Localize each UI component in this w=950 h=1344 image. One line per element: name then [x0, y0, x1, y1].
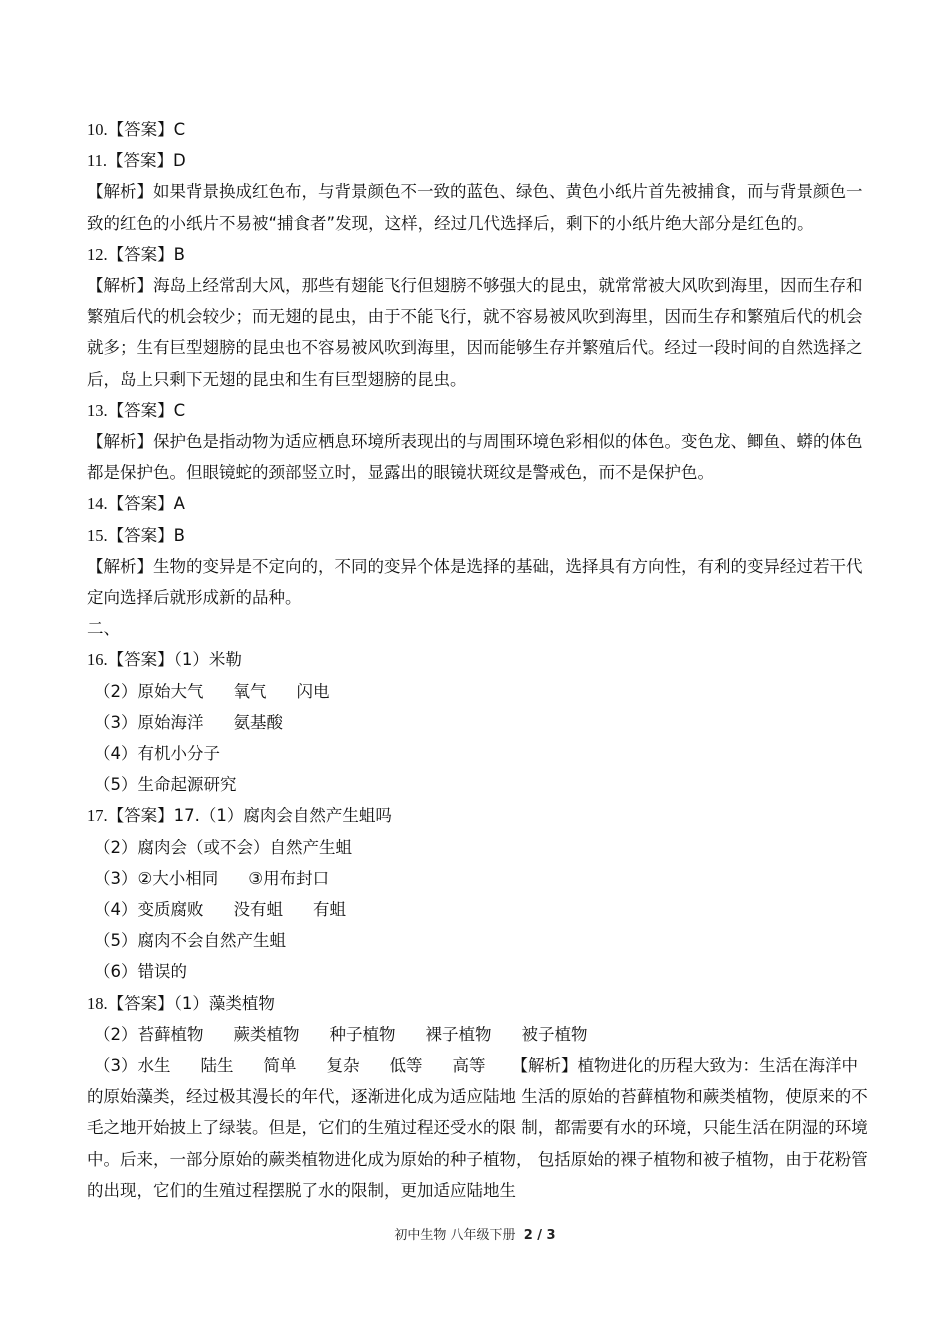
- text-line: [87, 617, 877, 641]
- answer-part: 有蛆: [313, 900, 346, 919]
- answer-tag: 【答案】: [107, 151, 174, 170]
- line-text: （1）米勒: [173, 650, 242, 669]
- answer-part: 低等: [389, 1056, 423, 1075]
- line-text: 定向选择后就形成新的品种。: [87, 588, 302, 607]
- line-text: （6）错误的: [94, 962, 187, 981]
- answer-tag: 【答案】: [107, 245, 174, 264]
- line-text: 保护色是指动物为适应栖息环境所表现出的与周围环境色彩相似的体色。变色龙、鲫鱼、蟒的体色: [153, 432, 863, 451]
- answer-tag: 【答案】: [107, 120, 174, 139]
- answer-part: （3）②大小相同: [94, 869, 219, 888]
- text-line: [87, 118, 877, 142]
- answer-part: 简单: [263, 1056, 297, 1075]
- text-line: [87, 1179, 877, 1203]
- text-line: [87, 648, 877, 672]
- text-line: [94, 929, 884, 953]
- text-line: [87, 274, 877, 298]
- text-line: [87, 180, 877, 204]
- line-text: 如果背景换成红色布，与背景颜色不一致的蓝色、绿色、黄色小纸片首先被捕食，而与背景颜色一: [153, 182, 863, 201]
- text-line: [87, 368, 877, 392]
- line-text: （4）有机小分子: [94, 744, 220, 763]
- text-line: [87, 212, 877, 236]
- text-line: [87, 492, 877, 516]
- answer-part: 氧气: [233, 682, 267, 701]
- answer-part: ③用布封口: [248, 869, 330, 888]
- text-line: [94, 1054, 884, 1078]
- footer-subject: 初中生物 八年级下册: [394, 1228, 516, 1243]
- line-text: （5）腐肉不会自然产生蛆: [94, 931, 286, 950]
- answer-part: 陆生: [200, 1056, 234, 1075]
- text-line: [94, 960, 884, 984]
- line-text: 后，岛上只剩下无翅的昆虫和生有巨型翅膀的昆虫。: [87, 370, 467, 389]
- line-text: C: [173, 120, 186, 139]
- line-text: 毛之地开始披上了绿装。但是，它们的生殖过程还受水的限 制，都需要有水的环境，只能生活在阴湿的环境: [87, 1118, 868, 1137]
- line-text: 17.（1）腐肉会自然产生蛆吗: [173, 806, 392, 825]
- answer-tag: 【解析】: [87, 557, 153, 576]
- answer-part: 高等: [452, 1056, 486, 1075]
- text-line: [94, 898, 884, 922]
- text-line: [94, 1023, 884, 1047]
- text-line: [87, 305, 877, 329]
- answer-part: 被子植物: [521, 1025, 588, 1044]
- line-text: 的原始藻类，经过极其漫长的年代，逐渐进化成为适应陆地 生活的原始的苔藓植物和蕨类植物，使原来的不: [87, 1087, 868, 1106]
- text-line: [87, 804, 877, 828]
- line-text: B: [173, 245, 185, 264]
- line-text: B: [173, 526, 185, 545]
- line-text: 中。后来，一部分原始的蕨类植物进化成为原始的种子植物， 包括原始的裸子植物和被子植物，由于花粉管: [87, 1150, 868, 1169]
- line-text: 植物进化的历程大致为：生活在海洋中: [577, 1056, 858, 1075]
- line-text: 二、: [87, 619, 120, 638]
- answer-part: 裸子植物: [425, 1025, 492, 1044]
- line-text: C: [173, 401, 186, 420]
- text-line: [87, 461, 877, 485]
- text-line: [87, 524, 877, 548]
- line-text: D: [173, 151, 186, 170]
- text-line: [87, 430, 877, 454]
- question-number: 13.: [87, 401, 108, 420]
- line-text: 致的红色的小纸片不易被“捕食者”发现，这样，经过几代选择后，剩下的小纸片绝大部分是红色的。: [87, 214, 814, 233]
- line-text: A: [173, 494, 185, 513]
- line-text: 繁殖后代的机会较少；而无翅的昆虫，由于不能飞行，就不容易被风吹到海里，因而生存和繁殖后代的机会: [87, 307, 863, 326]
- line-text: （1）藻类植物: [173, 994, 275, 1013]
- line-text: （5）生命起源研究: [94, 775, 237, 794]
- text-line: [94, 773, 884, 797]
- text-line: [94, 836, 884, 860]
- text-line: [87, 1085, 877, 1109]
- answer-part: 蕨类植物: [233, 1025, 300, 1044]
- text-line: [94, 680, 884, 704]
- text-line: [87, 399, 877, 423]
- text-line: [94, 867, 884, 891]
- answer-part: 氨基酸: [233, 713, 283, 732]
- question-number: 17.: [87, 806, 108, 825]
- question-number: 10.: [87, 120, 108, 139]
- answer-part: 复杂: [326, 1056, 360, 1075]
- answer-part: 种子植物: [329, 1025, 396, 1044]
- answer-tag: 【解析】: [87, 432, 153, 451]
- text-line: [87, 243, 877, 267]
- question-number: 15.: [87, 526, 108, 545]
- line-text: 海岛上经常刮大风，那些有翅能飞行但翅膀不够强大的昆虫，就常常被大风吹到海里，因而生存和: [153, 276, 863, 295]
- question-number: 18.: [87, 994, 108, 1013]
- answer-tag: 【答案】: [107, 526, 174, 545]
- text-line: [94, 711, 884, 735]
- answer-part: 闪电: [296, 682, 330, 701]
- answer-part: （2）原始大气: [94, 682, 204, 701]
- answer-part: （3）水生: [94, 1056, 171, 1075]
- page-number: 2 / 3: [523, 1228, 556, 1243]
- answer-tag: 【解析】: [87, 182, 153, 201]
- text-line: [87, 992, 877, 1016]
- page-footer: [0, 1227, 950, 1245]
- answer-part: （2）苔藓植物: [94, 1025, 204, 1044]
- line-text: 就多；生有巨型翅膀的昆虫也不容易被风吹到海里，因而能够生存并繁殖后代。经过一段时间的自然选择之: [87, 338, 863, 357]
- analysis-tag: 【解析】: [511, 1056, 578, 1075]
- text-line: [87, 1148, 877, 1172]
- line-text: （2）腐肉会（或不会）自然产生蛆: [94, 838, 352, 857]
- text-line: [87, 149, 877, 173]
- question-number: 14.: [87, 494, 108, 513]
- question-number: 12.: [87, 245, 108, 264]
- answer-tag: 【解析】: [87, 276, 153, 295]
- answer-part: （4）变质腐败: [94, 900, 204, 919]
- text-line: [87, 336, 877, 360]
- line-text: 生物的变异是不定向的，不同的变异个体是选择的基础，选择具有方向性，有利的变异经过若干代: [153, 557, 863, 576]
- answer-part: （3）原始海洋: [94, 713, 204, 732]
- answer-tag: 【答案】: [107, 401, 174, 420]
- answer-tag: 【答案】: [107, 650, 174, 669]
- text-line: [94, 742, 884, 766]
- question-number: 11.: [87, 151, 108, 170]
- answer-part: 没有蛆: [233, 900, 283, 919]
- answer-tag: 【答案】: [107, 994, 174, 1013]
- answer-tag: 【答案】: [107, 494, 174, 513]
- text-line: [87, 586, 877, 610]
- line-text: 的出现，它们的生殖过程摆脱了水的限制，更加适应陆地生: [87, 1181, 516, 1200]
- line-text: 都是保护色。但眼镜蛇的颈部竖立时，显露出的眼镜状斑纹是警戒色，而不是保护色。: [87, 463, 714, 482]
- text-line: [87, 1116, 877, 1140]
- answer-tag: 【答案】: [107, 806, 174, 825]
- text-line: [87, 555, 877, 579]
- question-number: 16.: [87, 650, 108, 669]
